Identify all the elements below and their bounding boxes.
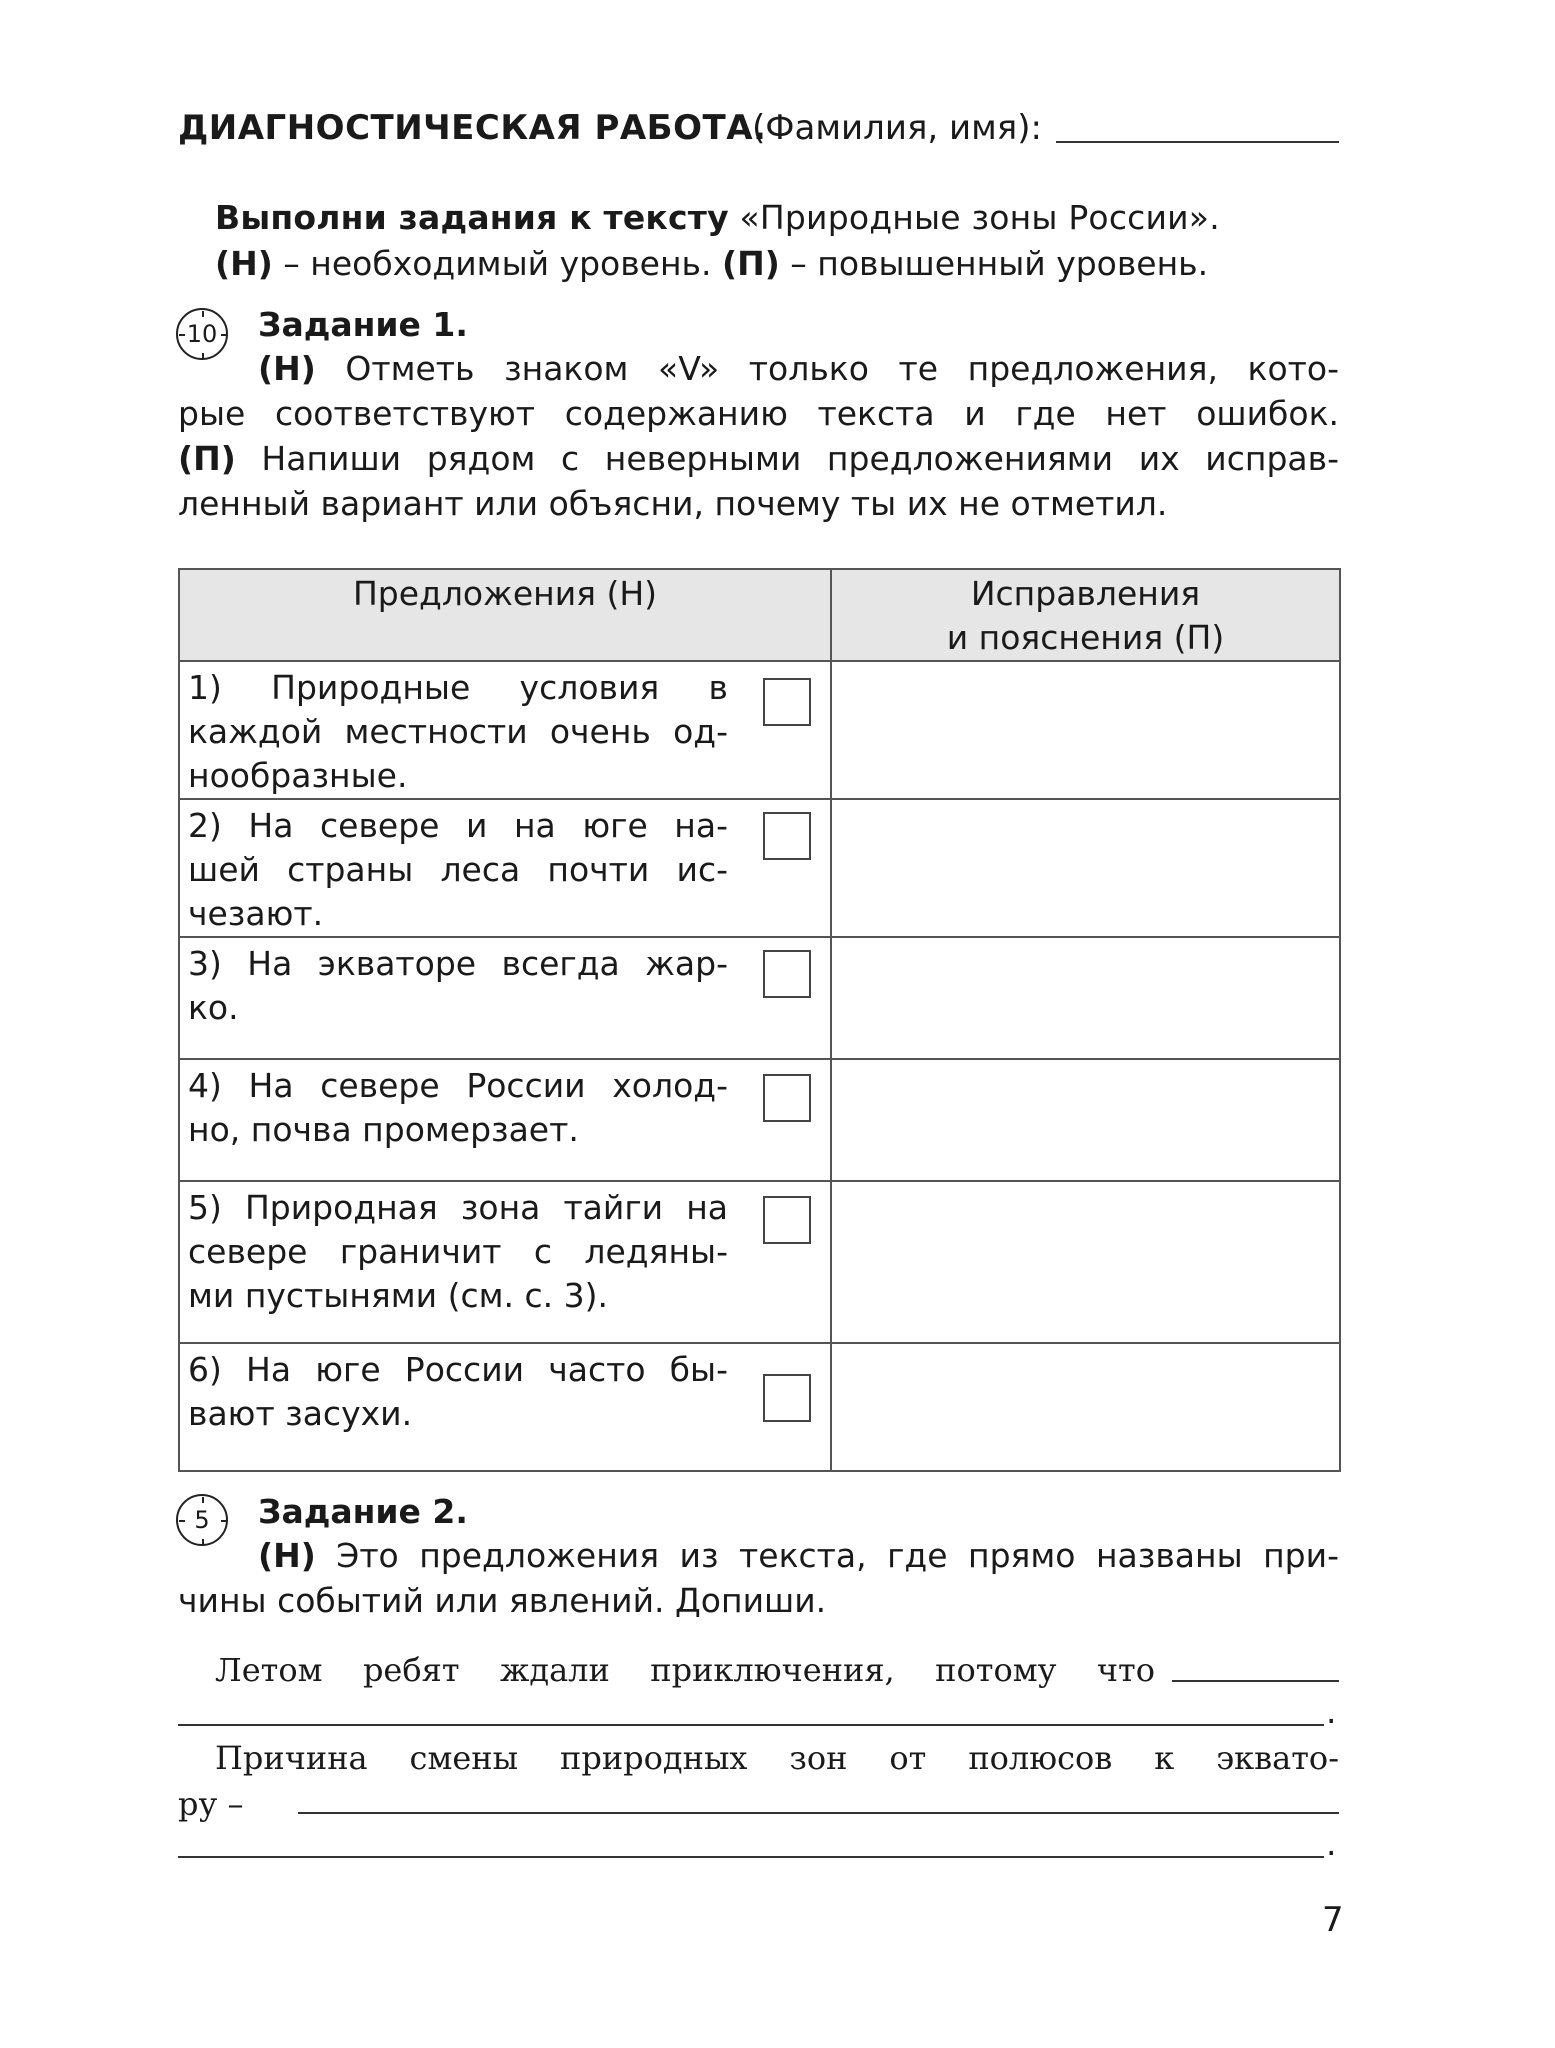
table-row xyxy=(179,1343,1340,1471)
sentence-6-line-1: 6) На юге России часто бы- xyxy=(188,1350,728,1389)
level-p-label: (П) xyxy=(722,244,780,283)
name-label: (Фамилия, имя): xyxy=(752,108,1042,148)
table-row xyxy=(179,1181,1340,1343)
task1-line-1 xyxy=(258,347,1339,391)
timer-minutes: 5 xyxy=(194,1506,210,1534)
page-number: 7 xyxy=(1322,1900,1344,1940)
checkbox-6[interactable] xyxy=(763,1374,811,1422)
timer-icon xyxy=(176,308,228,360)
task2-line-2: чины событий или явлений. Допиши. xyxy=(178,1581,827,1620)
timer-icon xyxy=(176,1494,228,1546)
table-row xyxy=(179,1059,1340,1181)
task1-line-3 xyxy=(178,437,1339,481)
sentence-5-line-3: ми пустынями (см. с. 3). xyxy=(188,1276,608,1315)
correction-cell-4[interactable] xyxy=(831,1059,1340,1181)
sentence-3-line-2: ко. xyxy=(188,988,239,1027)
sentence-5-line-1: 5) Природная зона тайги на xyxy=(188,1188,728,1227)
checkbox-3[interactable] xyxy=(763,950,811,998)
checkbox-2[interactable] xyxy=(763,812,811,860)
task2-n-label: (Н) xyxy=(258,1536,316,1575)
table-row xyxy=(179,661,1340,799)
task2-sentence-2-line-2: ру – xyxy=(178,1785,244,1823)
task2-n-text: Это предложения из текста, где прямо названы при- xyxy=(315,1536,1339,1575)
task1-title: Задание 1. xyxy=(258,305,468,344)
col-header-corrections xyxy=(831,569,1340,661)
col-header-corrections-l1: Исправления xyxy=(970,574,1201,613)
period-1: . xyxy=(1326,1692,1337,1731)
task1-line-2: рые соответствуют содержанию текста и где нет ошибок. xyxy=(178,394,1339,433)
sentence-cell xyxy=(179,799,831,937)
sentence-2-line-3: чезают. xyxy=(188,894,324,933)
answer-line-1a[interactable] xyxy=(1172,1680,1339,1682)
sentence-cell xyxy=(179,1343,831,1471)
task2-line-1 xyxy=(258,1534,1339,1578)
task2-title: Задание 2. xyxy=(258,1492,468,1531)
task1-p-label: (П) xyxy=(178,439,236,478)
sentence-5-line-2: севере граничит с ледяны- xyxy=(188,1232,728,1271)
sentence-1-line-1: 1) Природные условия в xyxy=(188,668,728,707)
intro-line-1 xyxy=(215,196,1260,240)
table-row xyxy=(179,937,1340,1059)
table-header-row xyxy=(179,569,1340,661)
table-row xyxy=(179,799,1340,937)
level-n-text: – необходимый уровень. xyxy=(272,244,722,283)
answer-line-2a[interactable] xyxy=(298,1812,1339,1814)
sentence-4-line-1: 4) На севере России холод- xyxy=(188,1066,728,1105)
intro-text-title: «Природные зоны России». xyxy=(728,198,1220,237)
sentence-1-line-3: нообразные. xyxy=(188,756,408,795)
task2-sentence-1: Летом ребят ждали приключения, потому что xyxy=(215,1651,1155,1689)
correction-cell-6[interactable] xyxy=(831,1343,1340,1471)
sentence-2-line-1: 2) На севере и на юге на- xyxy=(188,806,728,845)
intro-bold: Выполни задания к тексту xyxy=(215,198,729,237)
col-header-sentences: Предложения (Н) xyxy=(179,569,831,661)
correction-cell-3[interactable] xyxy=(831,937,1340,1059)
sentence-1-line-2: каждой местности очень од- xyxy=(188,712,728,751)
level-n-label: (Н) xyxy=(215,244,273,283)
task2-sentence-2-line-1: Причина смены природных зон от полюсов к эквато- xyxy=(215,1739,1339,1777)
intro-line-2 xyxy=(215,242,1339,286)
task1-n-text: Отметь знаком «V» только те предложения, кото- xyxy=(315,349,1339,388)
name-line[interactable] xyxy=(1056,141,1339,143)
task1-line-4: ленный вариант или объясни, почему ты их не отметил. xyxy=(178,484,1168,523)
sentence-cell xyxy=(179,1181,831,1343)
sentence-3-line-1: 3) На экваторе всегда жар- xyxy=(188,944,728,983)
sentences-table xyxy=(178,568,1341,1472)
checkbox-5[interactable] xyxy=(763,1196,811,1244)
level-p-text: – повышенный уровень. xyxy=(779,244,1209,283)
checkbox-4[interactable] xyxy=(763,1074,811,1122)
col-header-corrections-l2: и пояснения (П) xyxy=(946,618,1225,657)
sentence-cell xyxy=(179,937,831,1059)
worksheet-title: ДИАГНОСТИЧЕСКАЯ РАБОТА. xyxy=(178,108,767,148)
answer-line-1b[interactable] xyxy=(178,1724,1324,1726)
period-2: . xyxy=(1326,1824,1337,1863)
sentence-2-line-2: шей страны леса почти ис- xyxy=(188,850,728,889)
correction-cell-2[interactable] xyxy=(831,799,1340,937)
task1-p-text: Напиши рядом с неверными предложениями их исправ- xyxy=(235,439,1339,478)
timer-minutes: 10 xyxy=(186,320,218,348)
answer-line-2b[interactable] xyxy=(178,1856,1324,1858)
sentence-cell xyxy=(179,661,831,799)
task1-n-label: (Н) xyxy=(258,349,316,388)
correction-cell-1[interactable] xyxy=(831,661,1340,799)
sentence-6-line-2: вают засухи. xyxy=(188,1394,413,1433)
sentence-cell xyxy=(179,1059,831,1181)
correction-cell-5[interactable] xyxy=(831,1181,1340,1343)
checkbox-1[interactable] xyxy=(763,678,811,726)
sentence-4-line-2: но, почва промерзает. xyxy=(188,1110,579,1149)
